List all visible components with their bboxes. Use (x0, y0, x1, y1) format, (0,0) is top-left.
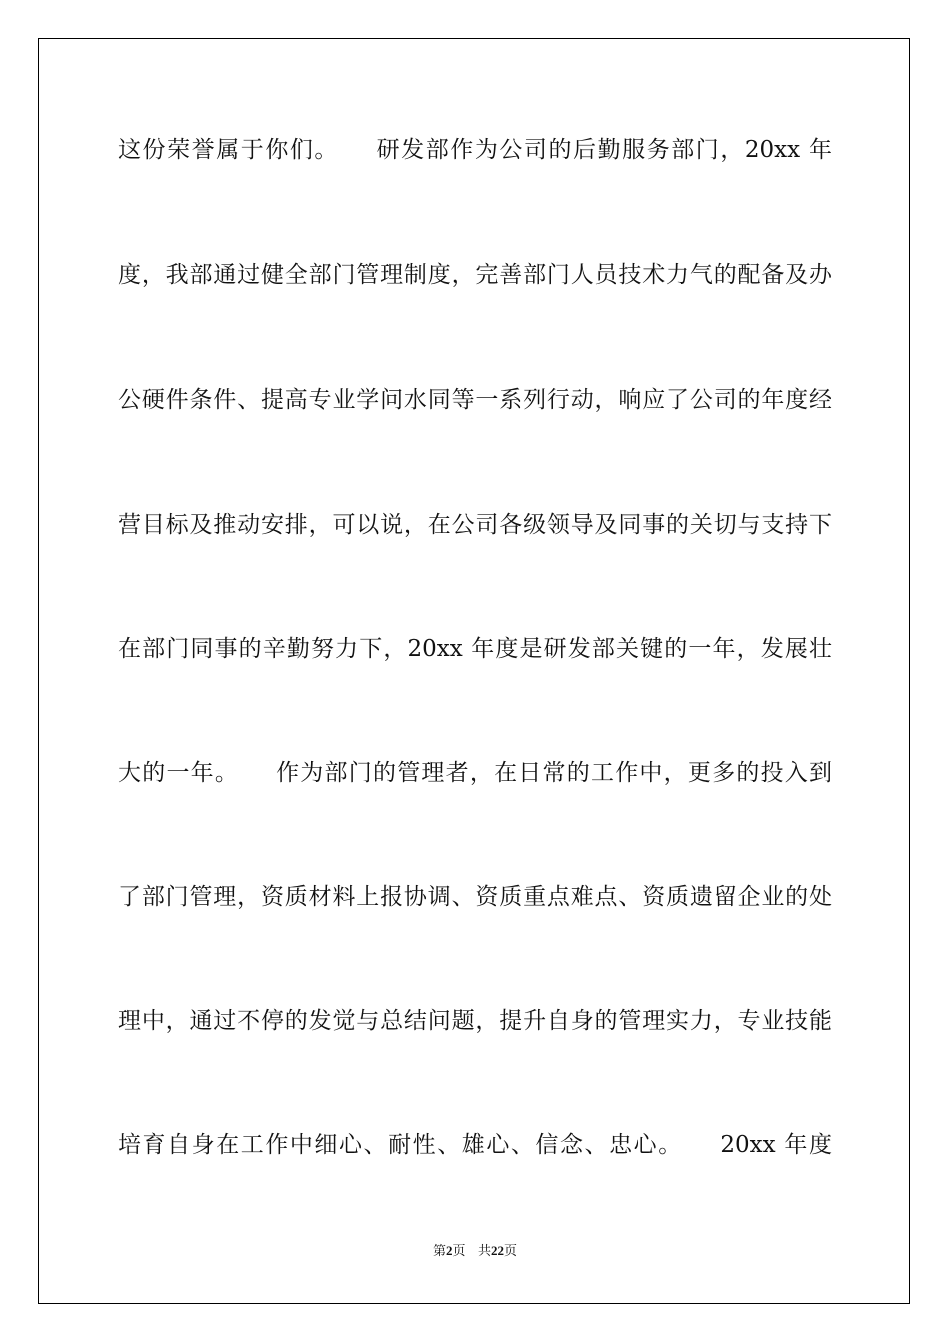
text-line: 大的一年。 作为部门的管理者，在日常的工作中，更多的投入到 (118, 760, 832, 786)
total-pages: 22 (490, 1243, 504, 1258)
text-line: 度，我部通过健全部门管理制度，完善部门人员技术力气的配备及办 (118, 262, 832, 288)
total-prefix: 共 (477, 1244, 491, 1259)
text-line: 这份荣誉属于你们。 研发部作为公司的后勤服务部门，20xx 年 (118, 137, 832, 163)
text-line: 了部门管理，资质材料上报协调、资质重点难点、资质遗留企业的处 (118, 884, 832, 910)
page-prefix: 第 (433, 1244, 447, 1259)
page-border (38, 38, 910, 1304)
page-suffix: 页 (452, 1244, 466, 1259)
text-line: 培育自身在工作中细心、耐性、雄心、信念、忠心。 20xx 年度 (118, 1132, 832, 1158)
text-line: 营目标及推动安排，可以说，在公司各级领导及同事的关切与支持下 (118, 512, 832, 538)
text-line: 在部门同事的辛勤努力下，20xx 年度是研发部关键的一年，发展壮 (118, 636, 832, 662)
page-number: 2 (446, 1243, 453, 1258)
total-suffix: 页 (503, 1244, 517, 1259)
page-footer (0, 1240, 950, 1259)
text-line: 公硬件条件、提高专业学问水同等一系列行动，响应了公司的年度经 (118, 387, 832, 413)
text-line: 理中，通过不停的发觉与总结问题，提升自身的管理实力，专业技能 (118, 1008, 832, 1034)
